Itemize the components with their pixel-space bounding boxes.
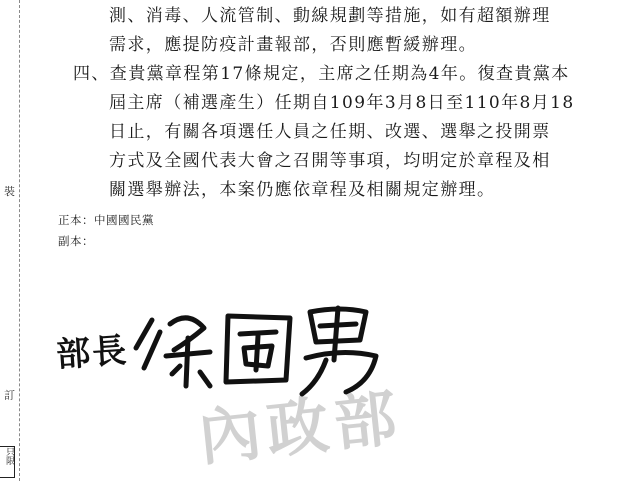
recipients-block xyxy=(58,210,154,252)
body-line: 方式及全國代表大會之召開等事項，均明定於章程及相 xyxy=(109,151,551,171)
signatory-title: 部長 xyxy=(54,330,130,376)
body-line: 測、消毒、人流管制、動線規劃等措施，如有超額辦理 xyxy=(109,6,551,26)
body-line: 日止，有關各項選任人員之任期、改選、選舉之投開票 xyxy=(109,122,551,142)
handwritten-signature xyxy=(130,290,390,400)
binding-label-top: 裝 xyxy=(4,185,15,198)
corner-mark: 只限 xyxy=(0,446,15,478)
ministry-seal-stamp: 內政部 xyxy=(195,380,406,475)
binding-margin-line xyxy=(19,0,20,481)
main-recipient: 正本：中國國民黨 xyxy=(58,213,154,227)
body-line: 需求，應提防疫計畫報部，否則應暫緩辦理。 xyxy=(109,35,477,55)
body-line: 屆主席（補選產生）任期自109年3月8日至110年8月18 xyxy=(109,93,575,113)
item-four-heading-line: 四、查貴黨章程第17條規定，主席之任期為4年。復查貴黨本 xyxy=(73,64,570,84)
body-line: 關選舉辦法，本案仍應依章程及相關規定辦理。 xyxy=(109,180,496,200)
binding-label-bottom: 訂 xyxy=(4,389,15,402)
document-body xyxy=(60,2,620,205)
copy-recipient: 副本： xyxy=(58,234,94,248)
